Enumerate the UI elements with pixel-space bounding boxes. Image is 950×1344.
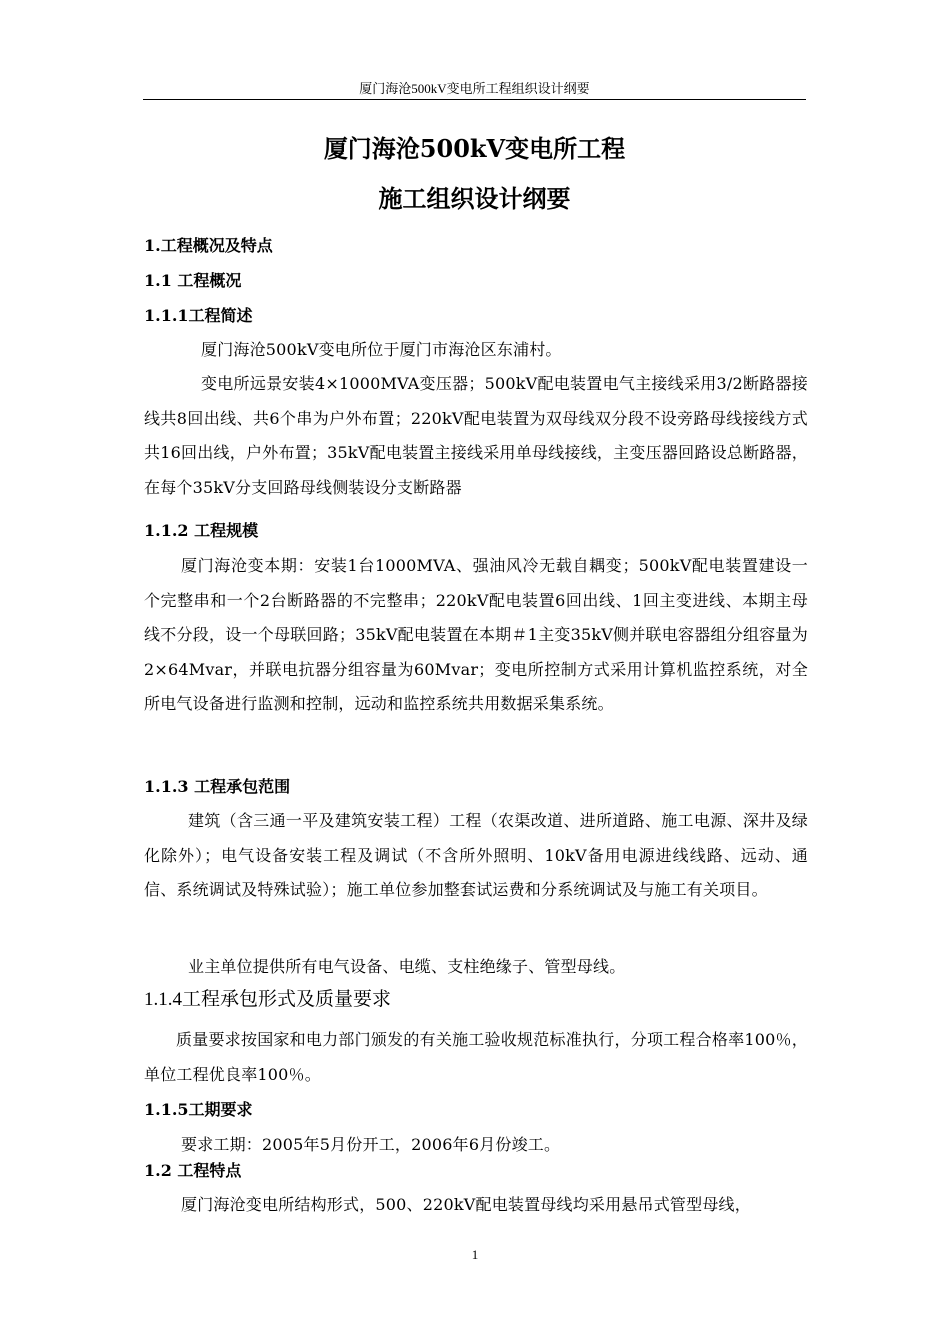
paragraph-owner-supply: 业主单位提供所有电气设备、电缆、支柱绝缘子、管型母线。 (188, 957, 626, 976)
paragraph-location: 厦门海沧500kV变电所位于厦门市海沧区东浦村。 (201, 340, 562, 359)
paragraph-scale: 厦门海沧变本期：安装1台1000MVA、强油风冷无载自耦变；500kV配电装置建设一个完整串和一个2台断路器的不完整串；220kV配电装置6回出线、1回主变进线、本期主母线不分段，设一个母联回路；35kV配电装置在本期＃1主变35kV侧并联电容器组分组容量为2×64Mvar，并联电抗器分组容量为60Mvar；变电所控制方式采用计算机监控系统，对全所电气设备进行监测和控制，远动和监控系统共用数据采集系统。 (144, 556, 808, 713)
paragraph-schedule: 要求工期：2005年5月份开工，2006年6月份竣工。 (181, 1135, 561, 1154)
running-header: 厦门海沧500kV变电所工程组织设计纲要 (359, 81, 590, 96)
paragraph-features: 厦门海沧变电所结构形式，500、220kV配电装置母线均采用悬吊式管型母线， (181, 1195, 751, 1214)
heading-1-1-3: 1.1.3 工程承包范围 (144, 777, 291, 796)
heading-1-1-4: 1.1.4工程承包形式及质量要求 (144, 989, 392, 1010)
paragraph-quality: 质量要求按国家和电力部门颁发的有关施工验收规范标准执行，分项工程合格率100％，单位工程优良率100％。 (144, 1030, 808, 1084)
heading-1-1: 1.1 工程概况 (144, 271, 242, 290)
paragraph-overview: 变电所远景安装4×1000MVA变压器；500kV配电装置电气主接线采用3/2断路器接线共8回出线、共6个串为户外布置；220kV配电装置为双母线双分段不设旁路母线接线方式共16回出线，户外布置；35kV配电装置主接线采用单母线接线，主变压器回路设总断路器，在每个35kV分支回路母线侧装设分支断路器 (144, 374, 808, 497)
header-divider (143, 99, 806, 100)
heading-1-1-1: 1.1.1工程简述 (144, 306, 253, 325)
heading-1-2: 1.2 工程特点 (144, 1161, 242, 1180)
document-title: 厦门海沧500kV变电所工程 (323, 134, 626, 163)
heading-1-1-2: 1.1.2 工程规模 (144, 521, 259, 540)
heading-1-1-5: 1.1.5工期要求 (144, 1100, 253, 1119)
paragraph-scope: 建筑（含三通一平及建筑安装工程）工程（农渠改道、进所道路、施工电源、深井及绿化除外）；电气设备安装工程及调试（不含所外照明、10kV备用电源进线线路、远动、通信、系统调试及特殊试验）；施工单位参加整套试运费和分系统调试及与施工有关项目。 (144, 811, 808, 899)
heading-1: 1.工程概况及特点 (144, 236, 273, 255)
page-number: 1 (471, 1247, 479, 1262)
document-subtitle: 施工组织设计纲要 (378, 184, 571, 213)
